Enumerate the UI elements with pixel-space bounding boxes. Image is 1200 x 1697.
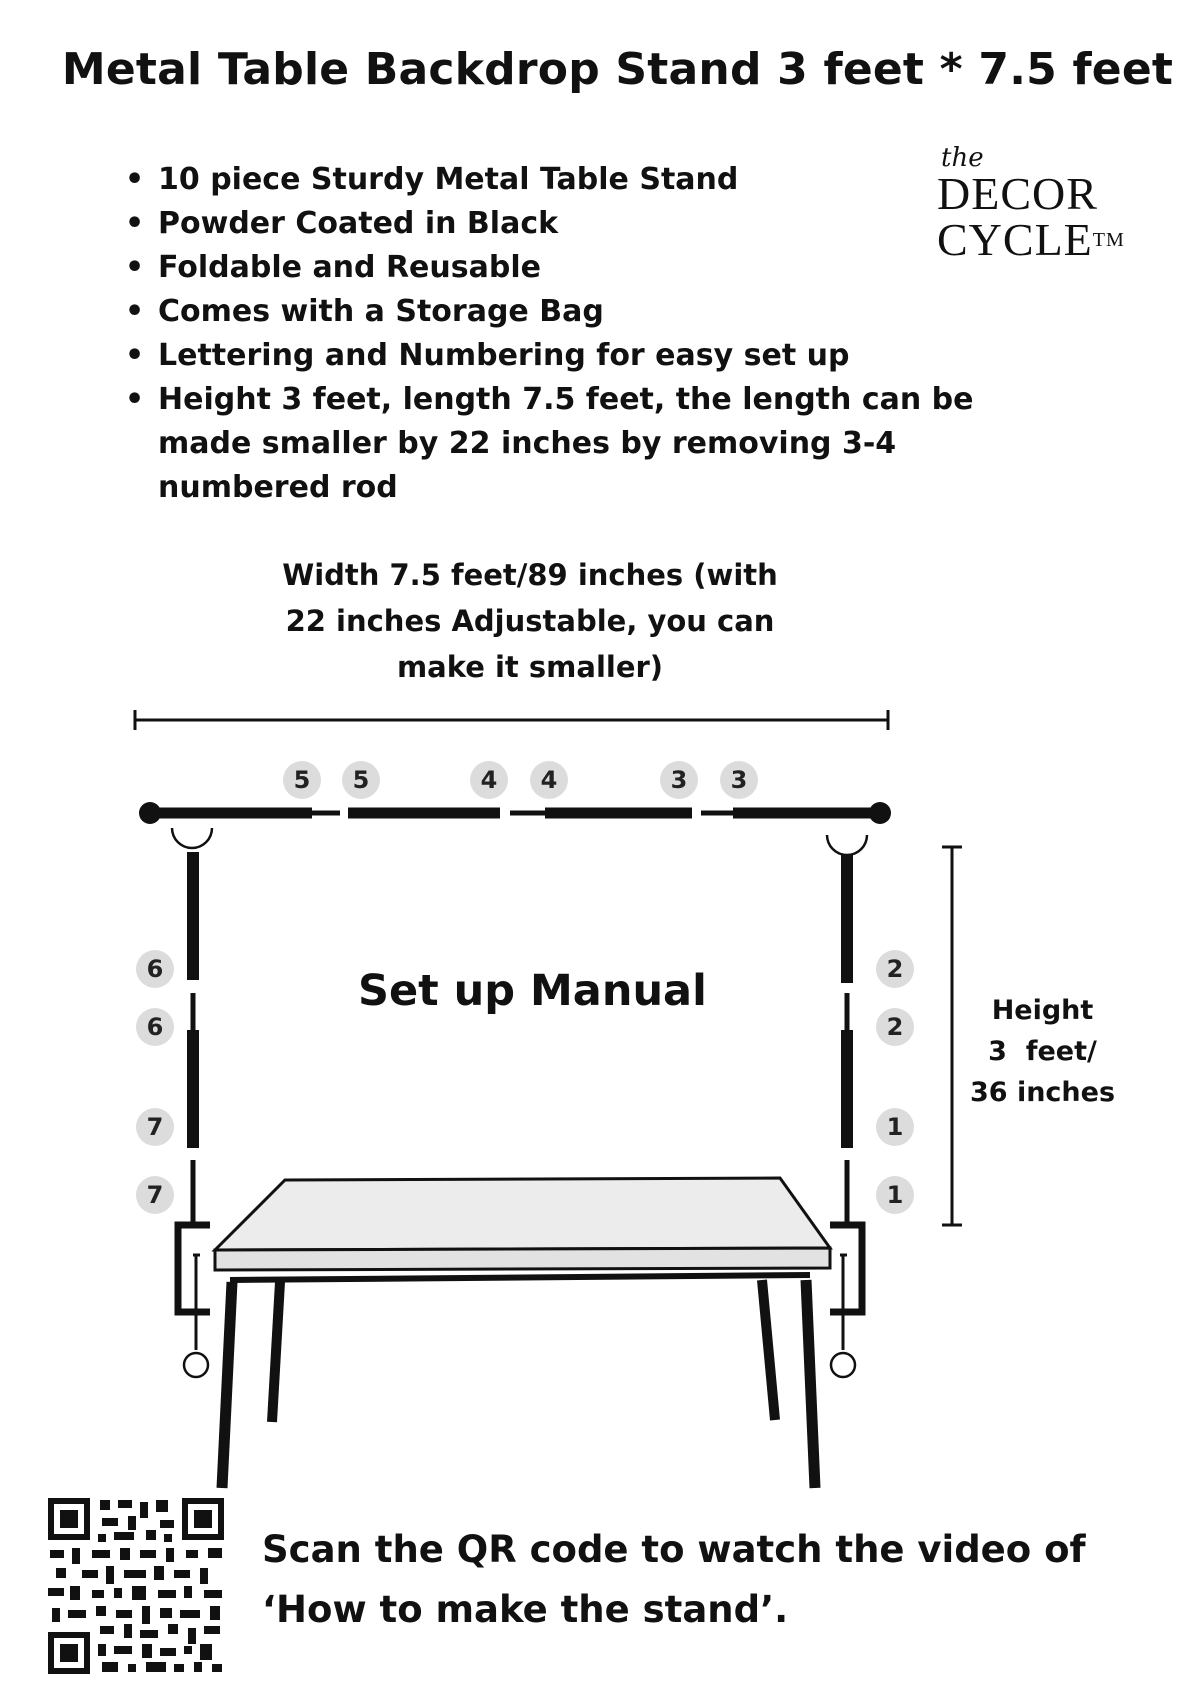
width-dimension-line: [135, 710, 888, 730]
part-number-badge: 5: [342, 761, 380, 799]
width-label: Width 7.5 feet/89 inches (with 22 inches Adjustable, you can make it smaller): [282, 558, 778, 684]
feature-text: Height 3 feet, length 7.5 feet, the length can be made smaller by 22 inches by removing 3-4 numbered rod: [158, 382, 974, 505]
part-number-badge: 2: [876, 950, 914, 988]
feature-text: Lettering and Numbering for easy set up: [158, 338, 850, 373]
part-number-badge: 6: [136, 1008, 174, 1046]
logo-small-text: the: [941, 143, 984, 173]
part-number-badge: 6: [136, 950, 174, 988]
feature-text: Powder Coated in Black: [158, 206, 559, 241]
height-label-line: 36 inches: [969, 1077, 1116, 1108]
part-number-badge: 7: [136, 1176, 174, 1214]
right-table-clamp: [830, 1225, 862, 1377]
trademark-mark: TM: [1092, 229, 1125, 251]
crossbar-end-cap: [869, 802, 891, 824]
part-number-badge: 1: [876, 1176, 914, 1214]
right-hook: [827, 835, 867, 855]
height-dimension-line: [942, 847, 962, 1225]
part-number-badge: 1: [876, 1108, 914, 1146]
part-number-badge: 5: [283, 761, 321, 799]
part-number-badge: 3: [660, 761, 698, 799]
manual-title: Set up Manual: [358, 966, 707, 1016]
part-number-badge: 3: [720, 761, 758, 799]
part-number-badge: 2: [876, 1008, 914, 1046]
qr-code[interactable]: [48, 1498, 224, 1674]
left-hook: [172, 828, 212, 848]
qr-caption: Scan the QR code to watch the video of ‘How to make the stand’.: [262, 1528, 1086, 1631]
table-illustration: [215, 1178, 830, 1488]
part-number-badge: 7: [136, 1108, 174, 1146]
left-table-clamp: [178, 1225, 210, 1377]
logo-line-1: DECOR: [937, 168, 1098, 219]
part-number-badge: 4: [530, 761, 568, 799]
feature-text: 10 piece Sturdy Metal Table Stand: [158, 162, 739, 197]
height-label-line: Height: [991, 995, 1094, 1026]
height-label: [960, 990, 1125, 1113]
feature-text: Comes with a Storage Bag: [158, 294, 604, 329]
height-label-line: 3 feet/: [988, 1036, 1097, 1067]
part-number-badge: 4: [470, 761, 508, 799]
crossbar-end-cap: [139, 802, 161, 824]
page-title: Metal Table Backdrop Stand 3 feet * 7.5 feet: [61, 44, 1174, 95]
logo-word: CYCLE: [937, 214, 1093, 265]
feature-text: Foldable and Reusable: [158, 250, 541, 285]
